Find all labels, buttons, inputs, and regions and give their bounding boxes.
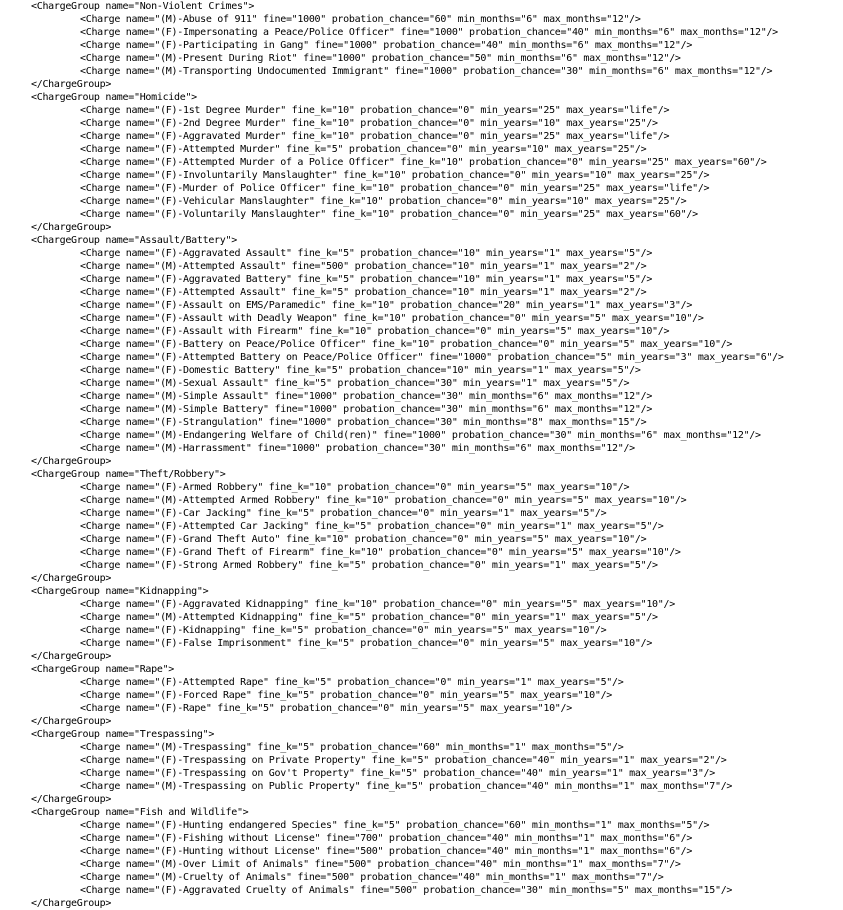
charge-line: <Charge name="(F)-Aggravated Kidnapping" fine_k="10" probation_chance="0" min_years="5" max_years="10"/> — [80, 599, 675, 610]
charge-line: <Charge name="(F)-Aggravated Murder" fine_k="10" probation_chance="0" min_years="25" max_years="life"/> — [80, 131, 670, 142]
charge-line: <Charge name="(F)-Fishing without License" fine="700" probation_chance="40" min_months="1" max_months="6"/> — [80, 833, 693, 844]
charge-line: <Charge name="(F)-Trespassing on Gov't Property" fine_k="5" probation_chance="40" min_years="1" max_years="3"/> — [80, 768, 715, 779]
charge-line: <Charge name="(M)-Sexual Assault" fine_k="5" probation_chance="30" min_years="1" max_years="5"/> — [80, 378, 630, 389]
charge-group-tag-line: </ChargeGroup> — [31, 651, 112, 662]
charge-line: <Charge name="(F)-Car Jacking" fine_k="5" probation_chance="0" min_years="1" max_years="5"/> — [80, 508, 607, 519]
charge-group-tag-line: </ChargeGroup> — [31, 222, 112, 233]
charge-line: <Charge name="(F)-Strong Armed Robbery" fine_k="5" probation_chance="0" min_years="1" max_years="5"/> — [80, 560, 658, 571]
charge-line: <Charge name="(M)-Abuse of 911" fine="1000" probation_chance="60" min_months="6" max_months="12"/> — [80, 14, 641, 25]
charge-group-tag-line: </ChargeGroup> — [31, 898, 112, 909]
charge-group-tag-line: <ChargeGroup name="Homicide"> — [31, 92, 197, 103]
charge-line: <Charge name="(F)-Attempted Murder" fine_k="5" probation_chance="0" min_years="10" max_years="25"/> — [80, 144, 647, 155]
charge-line: <Charge name="(F)-Attempted Car Jacking" fine_k="5" probation_chance="0" min_years="1" max_years="5"/> — [80, 521, 664, 532]
charge-line: <Charge name="(M)-Present During Riot" fine="1000" probation_chance="50" min_months="6" max_months="12"/> — [80, 53, 681, 64]
charge-line: <Charge name="(F)-Assault with Deadly Weapon" fine_k="10" probation_chance="0" min_years="5" max_years="10"/> — [80, 313, 704, 324]
charge-line: <Charge name="(M)-Over Limit of Animals" fine="500" probation_chance="40" min_months="1" max_months="7"/> — [80, 859, 681, 870]
charge-group-tag-line: <ChargeGroup name="Trespassing"> — [31, 729, 215, 740]
charge-line: <Charge name="(M)-Attempted Assault" fine="500" probation_chance="10" min_years="1" max_years="2"/> — [80, 261, 647, 272]
charge-line: <Charge name="(F)-Battery on Peace/Police Officer" fine_k="10" probation_chance="0" min_years="5" max_years="10"/> — [80, 339, 733, 350]
charge-line: <Charge name="(F)-Grand Theft of Firearm" fine_k="10" probation_chance="0" min_years="5" max_years="10"/> — [80, 547, 681, 558]
charge-line: <Charge name="(M)-Endangering Welfare of Child(ren)" fine="1000" probation_chance="30" min_months="6" max_months="12"/> — [80, 430, 761, 441]
charge-group-tag-line: <ChargeGroup name="Kidnapping"> — [31, 586, 209, 597]
charge-line: <Charge name="(F)-Forced Rape" fine_k="5" probation_chance="0" min_years="5" max_years="10"/> — [80, 690, 613, 701]
charge-group-tag-line: <ChargeGroup name="Assault/Battery"> — [31, 235, 237, 246]
charge-line: <Charge name="(F)-2nd Degree Murder" fine_k="10" probation_chance="0" min_years="10" max_years="25"/> — [80, 118, 658, 129]
charge-line: <Charge name="(F)-1st Degree Murder" fine_k="10" probation_chance="0" min_years="25" max_years="life"/> — [80, 105, 670, 116]
charge-line: <Charge name="(M)-Harrassment" fine="1000" probation_chance="30" min_months="6" max_months="12"/> — [80, 443, 635, 454]
charge-line: <Charge name="(F)-False Imprisonment" fine_k="5" probation_chance="0" min_years="5" max_years="10"/> — [80, 638, 653, 649]
charge-line: <Charge name="(F)-Armed Robbery" fine_k="10" probation_chance="0" min_years="5" max_years="10"/> — [80, 482, 630, 493]
charge-line: <Charge name="(F)-Rape" fine_k="5" probation_chance="0" min_years="5" max_years="10"/> — [80, 703, 572, 714]
charge-line: <Charge name="(F)-Assault with Firearm" fine_k="10" probation_chance="0" min_years="5" max_years="10"/> — [80, 326, 670, 337]
charge-line: <Charge name="(F)-Participating in Gang" fine="1000" probation_chance="40" min_months="6" max_months="12"/> — [80, 40, 693, 51]
charge-line: <Charge name="(F)-Murder of Police Officer" fine_k="10" probation_chance="0" min_years="25" max_years="life"/> — [80, 183, 710, 194]
charge-line: <Charge name="(F)-Strangulation" fine="1000" probation_chance="30" min_months="8" max_months="15"/> — [80, 417, 647, 428]
charge-group-tag-line: </ChargeGroup> — [31, 794, 112, 805]
charge-line: <Charge name="(M)-Trespassing" fine_k="5" probation_chance="60" min_months="1" max_months="5"/> — [80, 742, 624, 753]
charge-group-tag-line: </ChargeGroup> — [31, 456, 112, 467]
charge-line: <Charge name="(M)-Attempted Kidnapping" fine_k="5" probation_chance="0" min_years="1" max_years="5"/> — [80, 612, 658, 623]
charge-line: <Charge name="(M)-Simple Battery" fine="1000" probation_chance="30" min_months="6" max_months="12"/> — [80, 404, 653, 415]
charge-line: <Charge name="(F)-Aggravated Cruelty of Animals" fine="500" probation_chance="30" min_months="5" max_months="15"/> — [80, 885, 733, 896]
charge-line: <Charge name="(F)-Kidnapping" fine_k="5" probation_chance="0" min_years="5" max_years="10"/> — [80, 625, 607, 636]
charge-line: <Charge name="(F)-Attempted Assault" fine_k="5" probation_chance="10" min_years="1" max_years="2"/> — [80, 287, 647, 298]
charge-line: <Charge name="(F)-Impersonating a Peace/Police Officer" fine="1000" probation_chance="40" min_months="6" max_months="12"/> — [80, 27, 778, 38]
charge-line: <Charge name="(F)-Aggravated Assault" fine_k="5" probation_chance="10" min_years="1" max_years="5"/> — [80, 248, 653, 259]
charge-line: <Charge name="(F)-Attempted Murder of a Police Officer" fine_k="10" probation_chance="0" min_years="25" max_years="60"/> — [80, 157, 767, 168]
charge-line: <Charge name="(M)-Cruelty of Animals" fine="500" probation_chance="40" min_months="1" max_months="7"/> — [80, 872, 664, 883]
charge-line: <Charge name="(F)-Aggravated Battery" fine_k="5" probation_chance="10" min_years="1" max_years="5"/> — [80, 274, 653, 285]
charge-line: <Charge name="(F)-Attempted Battery on Peace/Police Officer" fine="1000" probation_chance="5" min_years="3" max_years="6"/> — [80, 352, 784, 363]
charge-group-tag-line: </ChargeGroup> — [31, 573, 112, 584]
charge-group-tag-line: <ChargeGroup name="Fish and Wildlife"> — [31, 807, 249, 818]
charge-line: <Charge name="(F)-Involuntarily Manslaughter" fine_k="10" probation_chance="0" min_years="10" max_years="25"/> — [80, 170, 710, 181]
charge-line: <Charge name="(M)-Attempted Armed Robbery" fine_k="10" probation_chance="0" min_years="5" max_years="10"/> — [80, 495, 687, 506]
charge-line: <Charge name="(F)-Attempted Rape" fine_k="5" probation_chance="0" min_years="1" max_years="5"/> — [80, 677, 624, 688]
charge-line: <Charge name="(F)-Hunting endangered Species" fine_k="5" probation_chance="60" min_months="1" max_months="5"/> — [80, 820, 710, 831]
charge-line: <Charge name="(F)-Trespassing on Private Property" fine_k="5" probation_chance="40" min_years="1" max_years="2"/> — [80, 755, 727, 766]
charge-line: <Charge name="(F)-Voluntarily Manslaughter" fine_k="10" probation_chance="0" min_years="25" max_years="60"/> — [80, 209, 698, 220]
charge-group-tag-line: <ChargeGroup name="Non-Violent Crimes"> — [31, 1, 255, 12]
charge-line: <Charge name="(F)-Domestic Battery" fine_k="5" probation_chance="10" min_years="1" max_years="5"/> — [80, 365, 641, 376]
charge-line: <Charge name="(F)-Assault on EMS/Paramedic" fine_k="10" probation_chance="20" min_years="1" max_years="3"/> — [80, 300, 693, 311]
charge-line: <Charge name="(F)-Vehicular Manslaughter" fine_k="10" probation_chance="0" min_years="10" max_years="25"/> — [80, 196, 687, 207]
charge-line: <Charge name="(F)-Grand Theft Auto" fine_k="10" probation_chance="0" min_years="5" max_years="10"/> — [80, 534, 647, 545]
charge-group-tag-line: </ChargeGroup> — [31, 716, 112, 727]
charge-group-tag-line: <ChargeGroup name="Theft/Robbery"> — [31, 469, 226, 480]
charge-line: <Charge name="(M)-Trespassing on Public Property" fine_k="5" probation_chance="40" min_months="1" max_months="7"/> — [80, 781, 733, 792]
charge-line: <Charge name="(M)-Transporting Undocumented Immigrant" fine="1000" probation_chance="30" min_months="6" max_months="12"/> — [80, 66, 773, 77]
charge-group-tag-line: </ChargeGroup> — [31, 79, 112, 90]
charge-group-tag-line: <ChargeGroup name="Rape"> — [31, 664, 175, 675]
charge-line: <Charge name="(F)-Hunting without License" fine="500" probation_chance="40" min_months="1" max_months="6"/> — [80, 846, 693, 857]
charge-line: <Charge name="(M)-Simple Assault" fine="1000" probation_chance="30" min_months="6" max_months="12"/> — [80, 391, 653, 402]
